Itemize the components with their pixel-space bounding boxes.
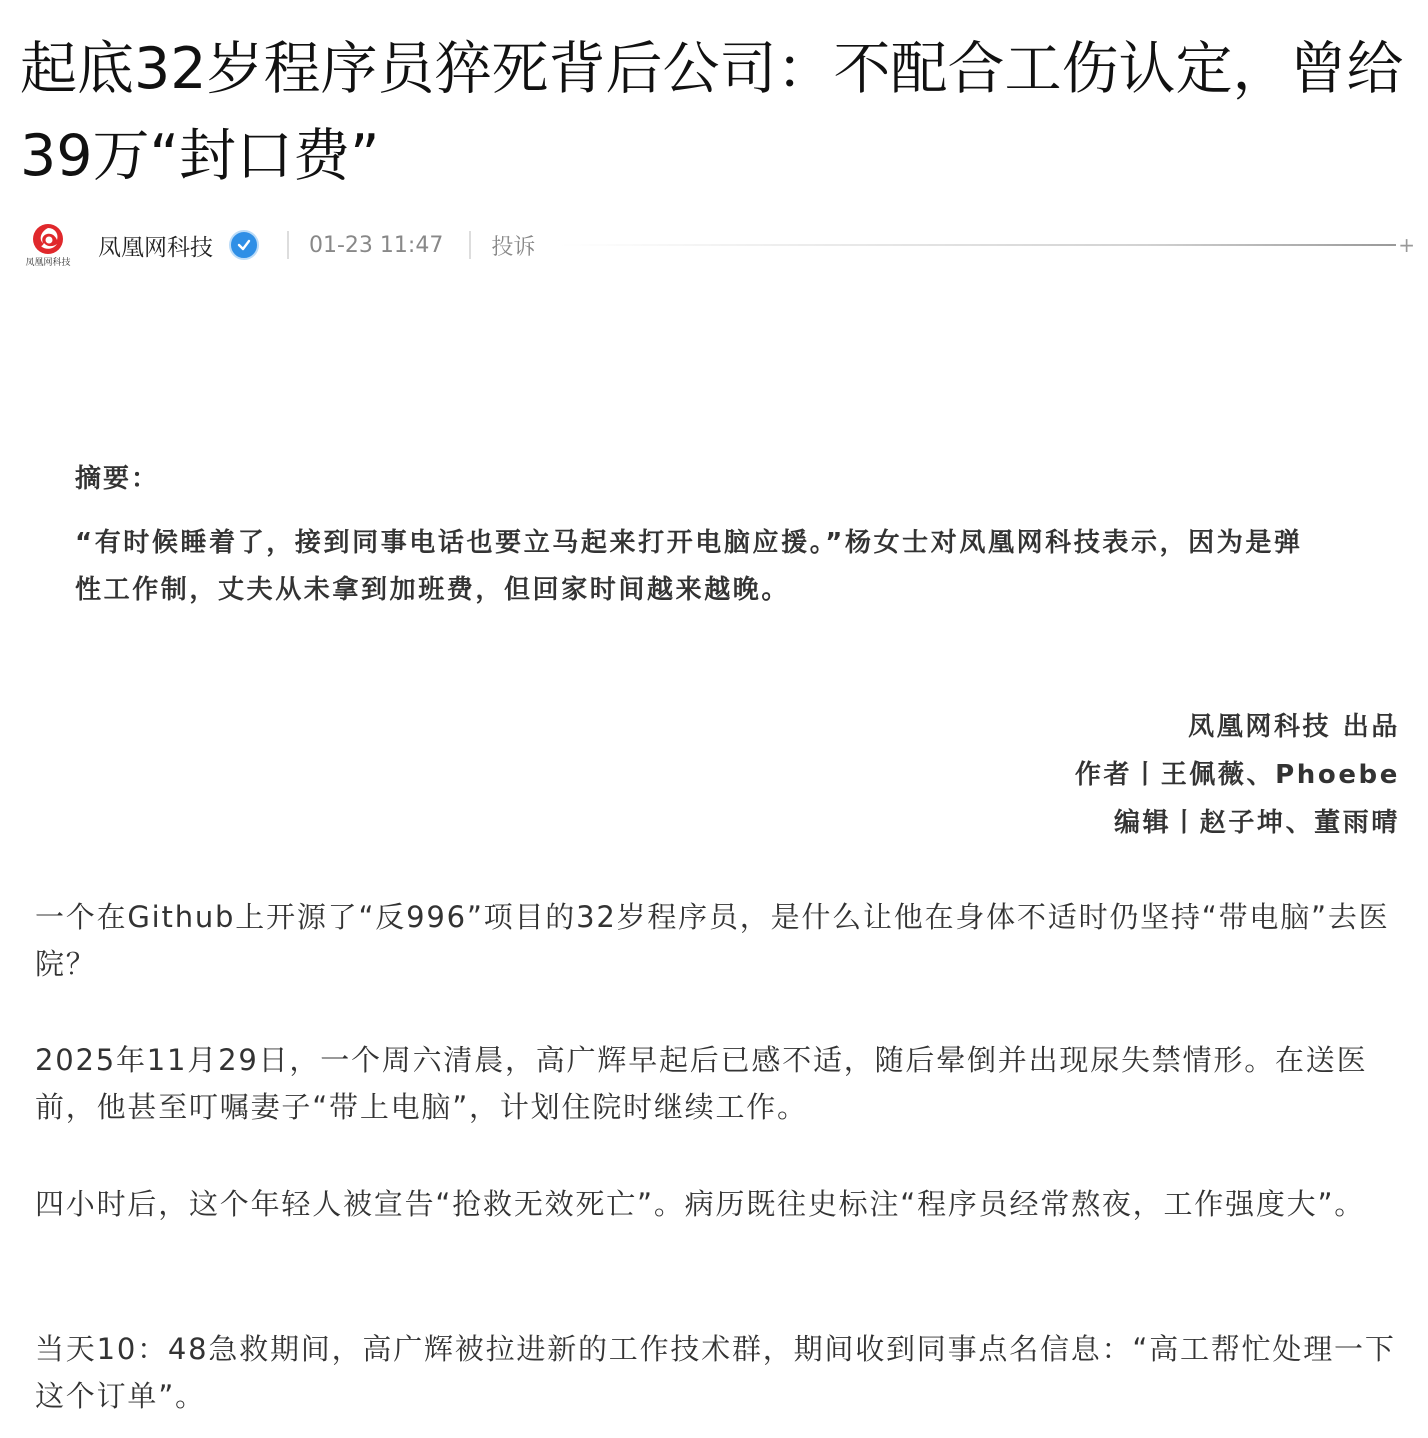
summary-text: “有时候睡着了，接到同事电话也要立马起来打开电脑应援。”杨女士对凤凰网科技表示，因为是弹性工作制，丈夫从未拿到加班费，但回家时间越来越晚。 xyxy=(75,528,1303,605)
source-name[interactable]: 凤凰网科技 xyxy=(98,234,213,261)
meta-divider xyxy=(287,231,289,259)
publish-time: 01-23 11:47 xyxy=(309,232,444,258)
body-paragraph: 当天10：48急救期间，高广辉被拉进新的工作技术群，期间收到同事点名信息：“高工帮忙处理一下这个订单”。 xyxy=(35,1332,1396,1413)
body-paragraph: 2025年11月29日，一个周六清晨，高广辉早起后已感不适，随后晕倒并出现尿失禁情形。在送医前，他甚至叮嘱妻子“带上电脑”，计划住院时继续工作。 xyxy=(35,1043,1368,1124)
verified-check-icon xyxy=(229,230,259,260)
meta-fade-line xyxy=(559,244,1396,246)
article-title: 起底32岁程序员猝死背后公司：不配合工伤认定，曾给39万“封口费” xyxy=(20,36,1404,189)
credit-editors: 编辑丨赵子坤、董雨晴 xyxy=(1113,808,1400,838)
meta-divider xyxy=(469,231,471,259)
credit-publisher: 凤凰网科技 出品 xyxy=(1188,712,1400,742)
body-paragraph: 四小时后，这个年轻人被宣告“抢救无效死亡”。病历既往史标注“程序员经常熬夜，工作强度大”。 xyxy=(35,1187,1366,1221)
article-credits xyxy=(1075,703,1400,847)
article-meta-bar xyxy=(20,214,1415,276)
logo-caption: 凤凰网科技 xyxy=(25,257,71,268)
plus-icon[interactable]: + xyxy=(1398,233,1415,257)
credit-authors: 作者丨王佩薇、Phoebe xyxy=(1074,760,1400,790)
ifeng-phoenix-logo-icon xyxy=(31,222,65,256)
complain-link[interactable]: 投诉 xyxy=(491,234,536,260)
source-logo[interactable] xyxy=(20,217,76,273)
summary-label: 摘要： xyxy=(75,464,160,494)
body-paragraph: 一个在Github上开源了“反996”项目的32岁程序员，是什么让他在身体不适时仍坚持“带电脑”去医院？ xyxy=(35,900,1390,981)
